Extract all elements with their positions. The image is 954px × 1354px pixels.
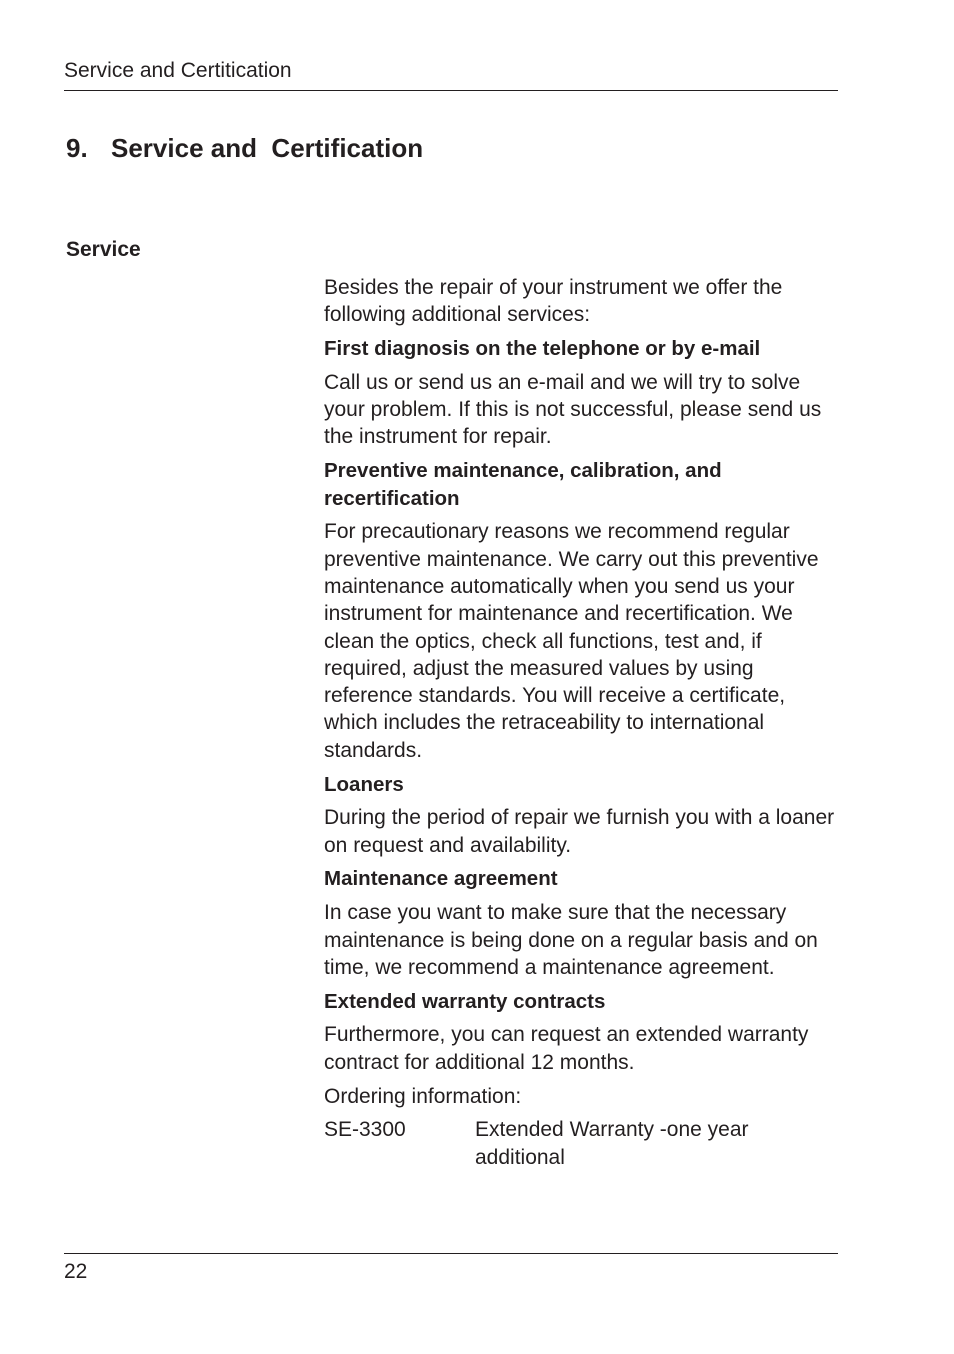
order-row — [324, 1116, 840, 1171]
order-description: Extended Warranty -one year additional — [475, 1118, 749, 1169]
section-heading: Service — [66, 238, 141, 261]
chapter-number: 9. — [66, 133, 88, 163]
item-heading-diagnosis: First diagnosis on the telephone or by e-mail — [324, 337, 761, 361]
intro-paragraph: Besides the repair of your instrument we offer the following additional services: — [324, 276, 783, 327]
item-text-agreement: In case you want to make sure that the necessary maintenance is being done on a regular basis and on time, we recommend a maintenance agreement. — [324, 901, 818, 979]
order-code: SE-3300 — [324, 1118, 406, 1142]
footer-rule — [64, 1253, 838, 1254]
item-heading-loaners: Loaners — [324, 772, 404, 796]
ordering-label: Ordering information: — [324, 1084, 522, 1108]
item-text-warranty: Furthermore, you can request an extended warranty contract for additional 12 months. — [324, 1023, 809, 1074]
item-heading-agreement: Maintenance agreement — [324, 867, 558, 891]
item-text-maintenance: For precautionary reasons we recommend regular preventive maintenance. We carry out this preventive maintenance automatically when you send us your instrument for maintenance and recertification. We clean the optics, check all functions, test and, if required, adjust the measured values by using reference standards. You will receive a certificate, which includes the retraceability to international standards. — [324, 520, 819, 762]
page-number: 22 — [64, 1260, 88, 1283]
item-heading-maintenance: Preventive maintenance, calibration, and recertification — [324, 459, 722, 510]
running-header: Service and Certitication — [64, 59, 292, 82]
item-text-diagnosis: Call us or send us an e-mail and we will try to solve your problem. If this is not successful, please send us the instrument for repair. — [324, 370, 822, 449]
item-text-loaners: During the period of repair we furnish you with a loaner on request and availability. — [324, 806, 835, 857]
chapter-title — [66, 131, 423, 165]
header-rule — [64, 90, 838, 91]
section-content — [324, 274, 840, 1171]
item-heading-warranty: Extended warranty contracts — [324, 989, 606, 1013]
chapter-title-text: Service and Certification — [111, 133, 424, 163]
